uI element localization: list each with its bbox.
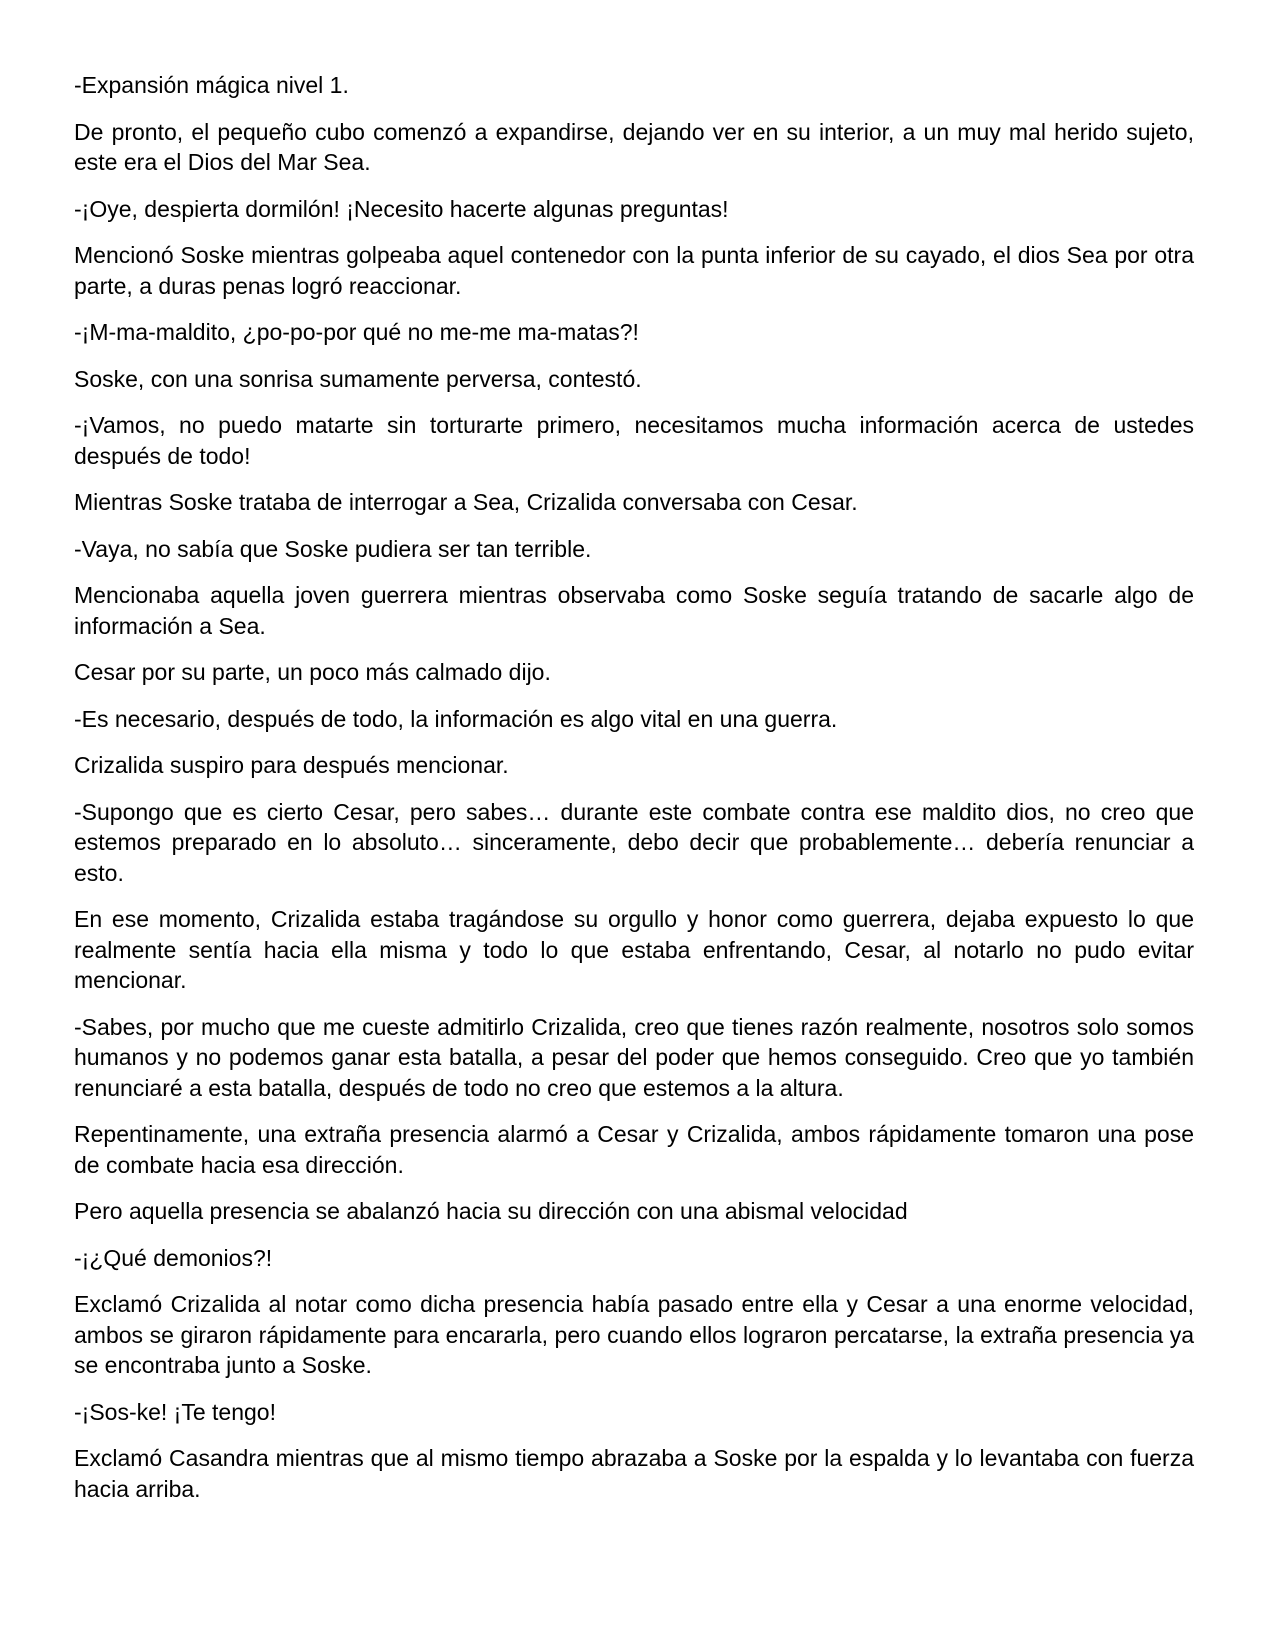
paragraph: Crizalida suspiro para después mencionar. [74,752,509,778]
paragraph: Mencionaba aquella joven guerrera mientras observaba como Soske seguía tratando de sacarle algo de información a Sea. [74,582,1194,639]
paragraph: -¡¿Qué demonios?! [74,1244,273,1271]
paragraph: -Sabes, por mucho que me cueste admitirlo Crizalida, creo que tienes razón realmente, nosotros solo somos humanos y no podemos ganar esta batalla, a pesar del poder que hemos conseguido. Creo que yo también renunciaré a esta batalla, después de todo no creo que estemos a la altura. [74,1013,1194,1101]
paragraph: Repentinamente, una extraña presencia alarmó a Cesar y Crizalida, ambos rápidamente tomaron una pose de combate hacia esa dirección. [74,1121,1194,1178]
paragraph: Pero aquella presencia se abalanzó hacia su dirección con una abismal velocidad [74,1198,908,1224]
paragraph: Mencionó Soske mientras golpeaba aquel contenedor con la punta inferior de su cayado, el dios Sea por otra parte, a duras penas logró reaccionar. [74,242,1194,299]
paragraph: Exclamó Casandra mientras que al mismo tiempo abrazaba a Soske por la espalda y lo levantaba con fuerza hacia arriba. [74,1445,1194,1502]
paragraph: -¡M-ma-maldito, ¿po-po-por qué no me-me ma-matas?! [74,319,639,345]
paragraph: -¡Sos-ke! ¡Te tengo! [74,1398,276,1425]
paragraph: Soske, con una sonrisa sumamente perversa, contestó. [74,365,642,392]
paragraph: -Supongo que es cierto Cesar, pero sabes… durante este combate contra ese maldito dios, no creo que estemos preparado en lo absoluto… sinceramente, debo decir que probablemente… debería renunciar a esto. [74,798,1194,886]
paragraph: Cesar por su parte, un poco más calmado dijo. [74,659,551,685]
paragraph: Mientras Soske trataba de interrogar a Sea, Crizalida conversaba con Cesar. [74,489,858,515]
paragraph: -¡Oye, despierta dormilón! ¡Necesito hacerte algunas preguntas! [74,195,729,222]
paragraph: Exclamó Crizalida al notar como dicha presencia había pasado entre ella y Cesar a una enorme velocidad, ambos se giraron rápidamente para encararla, pero cuando ellos lograron percatarse, la extraña presencia ya se encontraba junto a Soske. [74,1291,1194,1378]
paragraph: -¡Vamos, no puedo matarte sin torturarte primero, necesitamos mucha información acerca de ustedes después de todo! [74,412,1194,469]
paragraph: -Es necesario, después de todo, la información es algo vital en una guerra. [74,705,838,732]
paragraph: -Vaya, no sabía que Soske pudiera ser tan terrible. [74,535,592,562]
paragraph: -Expansión mágica nivel 1. [74,72,349,98]
document-page [74,70,1194,1520]
paragraph: De pronto, el pequeño cubo comenzó a expandirse, dejando ver en su interior, a un muy mal herido sujeto, este era el Dios del Mar Sea. [74,118,1194,175]
paragraph: En ese momento, Crizalida estaba tragándose su orgullo y honor como guerrera, dejaba expuesto lo que realmente sentía hacia ella misma y todo lo que estaba enfrentando, Cesar, al notarlo no pudo evitar mencionar. [74,906,1194,993]
